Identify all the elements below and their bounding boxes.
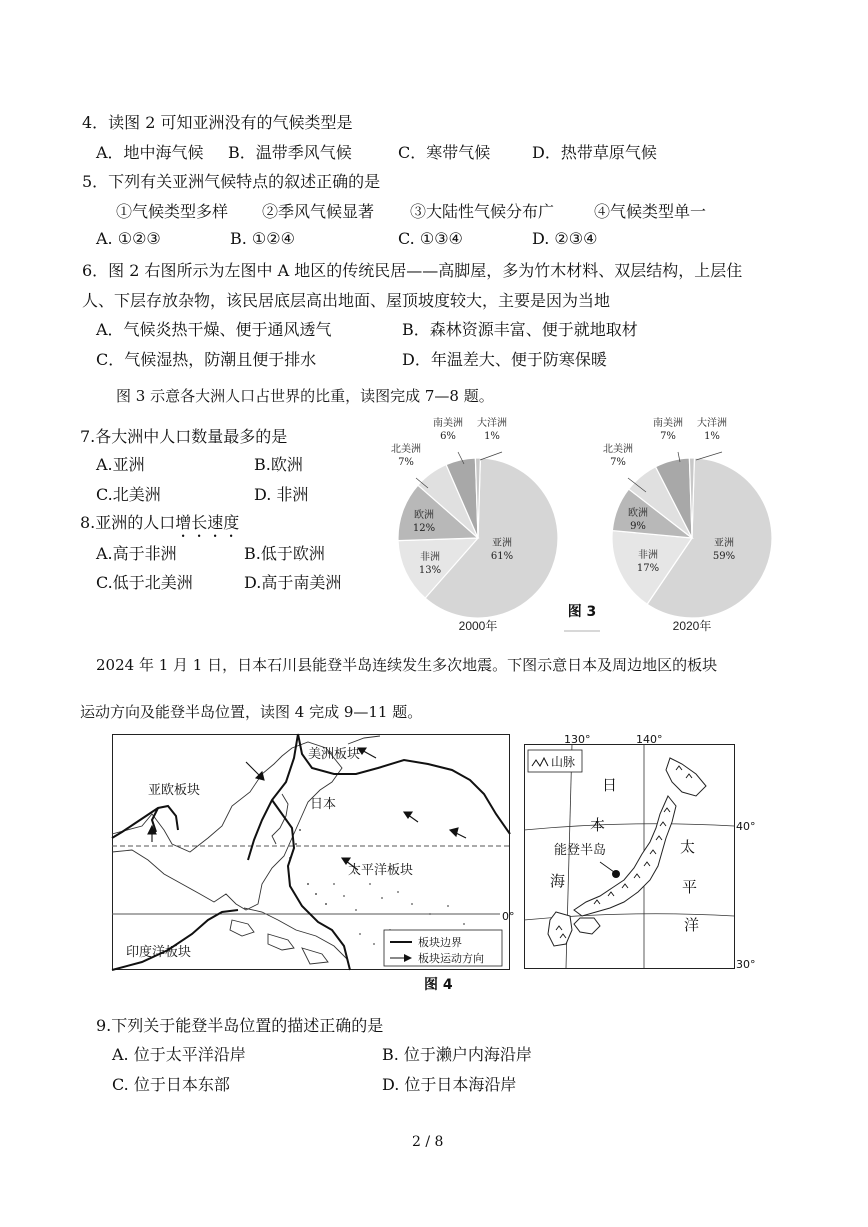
pie-label-name: 非洲 — [420, 552, 440, 563]
pie-label-percent: 1% — [484, 431, 500, 442]
figure-3-caption: 图 3 — [567, 604, 597, 620]
pie-label-percent: 17% — [636, 563, 660, 574]
label-eurasia-plate: 亚欧板块 — [148, 783, 201, 798]
q4-option-c: C．寒带气候 — [398, 143, 491, 162]
q9-stem: 9.下列关于能登半岛位置的描述正确的是 — [96, 1016, 384, 1035]
q6-option-b: B．森林资源丰富、便于就地取材 — [402, 320, 638, 339]
q9-option-b: B. 位于濑户内海沿岸 — [382, 1045, 532, 1064]
q4-option-d: D．热带草原气候 — [532, 143, 657, 162]
q8-option-a: A.高于非洲 — [96, 544, 177, 563]
q8-option-d: D.高于南美洲 — [244, 573, 342, 592]
q8-option-b: B.低于欧洲 — [244, 544, 325, 563]
q7-option-c: C.北美洲 — [96, 485, 161, 504]
map-legend — [384, 930, 502, 966]
figure-4-japan-map — [520, 734, 760, 974]
figure-4-caption: 图 4 — [424, 977, 453, 993]
pie-chart-2000 — [391, 416, 558, 618]
q8-option-c: C.低于北美洲 — [96, 573, 193, 592]
q8-stem-prefix: 8.亚洲的人口 — [80, 513, 176, 532]
pie-label-name: 北美洲 — [603, 444, 633, 455]
pie-label-percent: 6% — [440, 431, 456, 442]
page-number: 2 / 8 — [412, 1134, 444, 1150]
pie-label-name: 亚洲 — [714, 538, 734, 549]
q7-stem: 7.各大洲中人口数量最多的是 — [80, 427, 288, 446]
pie-label-name: 非洲 — [638, 550, 658, 561]
pie-label-percent: 7% — [398, 457, 414, 468]
pie-label-percent: 61% — [490, 551, 514, 562]
pie-year-2020: 2020年 — [672, 619, 712, 633]
fig4-intro-line1: 2024 年 1 月 1 日，日本石川县能登半岛连续发生多次地震。下图示意日本及周边地区的板块 — [96, 656, 718, 674]
label-sea-2: 本 — [590, 816, 606, 834]
label-lon-140: 140° — [636, 733, 663, 746]
q5-option-a: A. ①②③ — [96, 229, 161, 248]
label-america-plate: 美洲板块 — [308, 747, 361, 762]
pie-label-percent: 1% — [704, 431, 720, 442]
q5-item-2: ②季风气候显著 — [262, 202, 375, 221]
label-lat-30: 30° — [736, 958, 756, 971]
q5-option-b: B. ①②④ — [230, 229, 295, 248]
fig3-intro: 图 3 示意各大洲人口占世界的比重，读图完成 7—8 题。 — [116, 387, 494, 405]
q6-option-c: C．气候湿热，防潮且便于排水 — [96, 350, 317, 369]
q5-item-3: ③大陆性气候分布广 — [410, 202, 555, 221]
label-indian-plate: 印度洋板块 — [126, 945, 192, 960]
label-sea-3: 海 — [550, 872, 566, 890]
pie-label-name: 欧洲 — [414, 510, 434, 521]
pie-label-name: 大洋洲 — [477, 418, 507, 429]
q5-item-1: ①气候类型多样 — [116, 202, 229, 221]
pie-label-percent: 9% — [630, 521, 646, 532]
q4-option-a: A．地中海气候 — [96, 143, 204, 162]
fig4-intro-line2: 运动方向及能登半岛位置，读图 4 完成 9—11 题。 — [80, 703, 423, 721]
label-equator: 0° — [502, 910, 515, 923]
pie-label-percent: 13% — [418, 565, 442, 576]
label-lat-40: 40° — [736, 820, 756, 833]
label-pacific-plate: 太平洋板块 — [348, 863, 414, 878]
pie-label-percent: 12% — [412, 523, 436, 534]
q8-stem — [80, 510, 239, 541]
label-noto-peninsula: 能登半岛 — [554, 843, 607, 858]
legend-mountain-label: 山脉 — [551, 755, 576, 769]
q5-option-d: D. ②③④ — [532, 229, 598, 248]
label-japan: 日本 — [310, 797, 337, 812]
label-ocean-3: 洋 — [684, 916, 700, 934]
figure-4-plate-map — [112, 734, 515, 970]
q4-stem: 4．读图 2 可知亚洲没有的气候类型是 — [82, 113, 353, 132]
pie-label-percent: 7% — [660, 431, 676, 442]
q9-option-a: A. 位于太平洋沿岸 — [112, 1045, 246, 1064]
pie-label-name: 南美洲 — [653, 418, 683, 429]
pie-label-name: 北美洲 — [391, 444, 421, 455]
label-lon-130: 130° — [564, 733, 591, 746]
q5-item-4: ④气候类型单一 — [594, 202, 707, 221]
q6-stem-line1: 6．图 2 右图所示为左图中 A 地区的传统民居——高脚屋，多为竹木材料、双层结构，上层住 — [82, 261, 743, 280]
q6-stem-line2: 人、下层存放杂物，该民居底层高出地面、屋顶坡度较大，主要是因为当地 — [82, 291, 611, 310]
pie-leader-line — [696, 452, 722, 460]
figure-3-pie-charts — [384, 412, 784, 636]
pie-label-name: 欧洲 — [628, 508, 648, 519]
q4-option-b: B．温带季风气候 — [228, 143, 352, 162]
pie-label-name: 大洋洲 — [697, 418, 727, 429]
label-ocean-1: 太 — [680, 838, 696, 856]
q9-option-c: C. 位于日本东部 — [112, 1075, 230, 1094]
q7-option-a: A.亚洲 — [96, 455, 145, 474]
label-sea-1: 日 — [602, 776, 618, 794]
pie-label-percent: 59% — [712, 551, 736, 562]
pie-label-percent: 7% — [610, 457, 626, 468]
pie-label-name: 南美洲 — [433, 418, 463, 429]
q6-option-a: A．气候炎热干燥、便于通风透气 — [96, 320, 332, 339]
legend-boundary-label: 板块边界 — [418, 936, 462, 949]
pie-year-2000: 2000年 — [458, 619, 498, 633]
q7-option-b: B.欧洲 — [254, 455, 303, 474]
q7-option-d: D. 非洲 — [254, 485, 309, 504]
q5-stem: 5．下列有关亚洲气候特点的叙述正确的是 — [82, 172, 381, 191]
q5-option-c: C. ①③④ — [398, 229, 463, 248]
label-ocean-2: 平 — [682, 878, 698, 896]
q6-option-d: D．年温差大、便于防寒保暖 — [402, 350, 607, 369]
pie-chart-2020 — [603, 416, 772, 618]
pie-label-name: 亚洲 — [492, 538, 512, 549]
q9-option-d: D. 位于日本海沿岸 — [382, 1075, 517, 1094]
q8-stem-emphasis: 增长速度 — [175, 513, 240, 532]
legend-motion-label: 板块运动方向 — [418, 952, 484, 965]
